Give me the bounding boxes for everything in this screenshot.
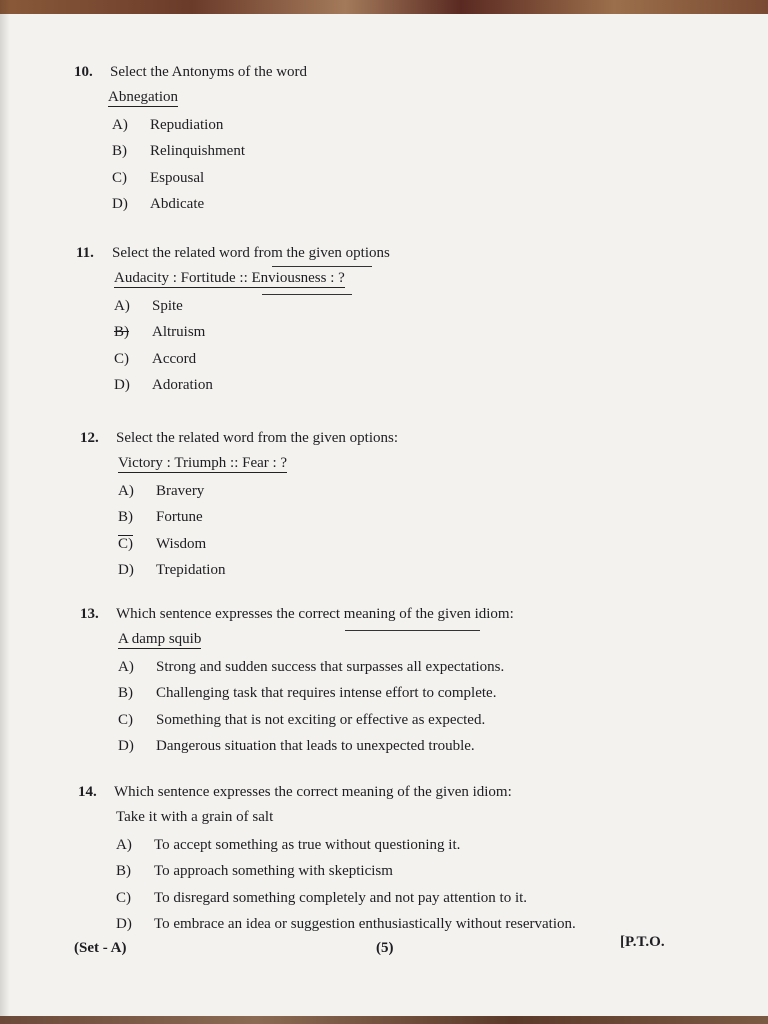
question-text: Select the related word from the given options xyxy=(112,245,390,261)
option-c: C) Something that is not exciting or effective as expected. xyxy=(118,711,486,728)
option-b: B) Relinquishment xyxy=(112,143,245,160)
option-c: C) Wisdom xyxy=(118,535,207,552)
question-text: Select the related word from the given options: xyxy=(116,430,399,446)
option-c: C) Espousal xyxy=(112,169,205,186)
option-b: B) Altruism xyxy=(114,324,206,341)
pto-label: [P.T.O. xyxy=(620,934,665,950)
option-d: D) Abdicate xyxy=(112,196,205,213)
option-d: D) Dangerous situation that leads to unexpected trouble. xyxy=(118,738,475,755)
question-number: 11. xyxy=(76,245,94,261)
page-number: (5) xyxy=(376,940,394,956)
question-10 xyxy=(74,64,734,218)
question-12 xyxy=(80,430,740,584)
page-shadow xyxy=(0,0,10,1024)
question-number: 13. xyxy=(80,606,99,622)
option-a: A) To accept something as true without questioning it. xyxy=(116,836,461,853)
question-subject: Abnegation xyxy=(108,89,178,105)
set-label: (Set - A) xyxy=(74,940,127,956)
pen-underline-mark xyxy=(345,630,480,631)
option-d: D) Trepidation xyxy=(118,562,226,579)
option-d: D) To embrace an idea or suggestion enthusiastically without reservation. xyxy=(116,916,576,933)
photo-background-top xyxy=(0,0,768,14)
pen-underline-mark xyxy=(272,266,372,267)
option-b: B) To approach something with skepticism xyxy=(116,863,393,880)
question-subject: A damp squib xyxy=(118,631,202,647)
option-a: A) Repudiation xyxy=(112,116,224,133)
question-subject: Victory : Triumph :: Fear : ? xyxy=(118,455,288,471)
option-b: B) Challenging task that requires intense effort to complete. xyxy=(118,685,497,702)
photo-background-bottom xyxy=(0,1016,768,1024)
pen-underline-mark xyxy=(262,294,352,295)
question-number: 14. xyxy=(78,784,97,800)
option-c: C) To disregard something completely and not pay attention to it. xyxy=(116,889,528,906)
option-c: C) Accord xyxy=(114,350,197,367)
option-a: A) Spite xyxy=(114,297,183,314)
option-a: A) Strong and sudden success that surpasses all expectations. xyxy=(118,658,505,675)
question-11 xyxy=(76,245,736,399)
question-number: 10. xyxy=(74,64,93,80)
question-text: Select the Antonyms of the word xyxy=(110,64,308,80)
option-d: D) Adoration xyxy=(114,377,213,394)
question-text: Which sentence expresses the correct meaning of the given idiom: xyxy=(116,606,514,622)
question-subject: Audacity : Fortitude :: Enviousness : ? xyxy=(114,270,345,286)
question-text: Which sentence expresses the correct meaning of the given idiom: xyxy=(114,784,512,800)
option-a: A) Bravery xyxy=(118,482,205,499)
option-b: B) Fortune xyxy=(118,509,203,526)
question-14 xyxy=(78,784,738,938)
question-number: 12. xyxy=(80,430,99,446)
question-subject: Take it with a grain of salt xyxy=(116,809,274,825)
